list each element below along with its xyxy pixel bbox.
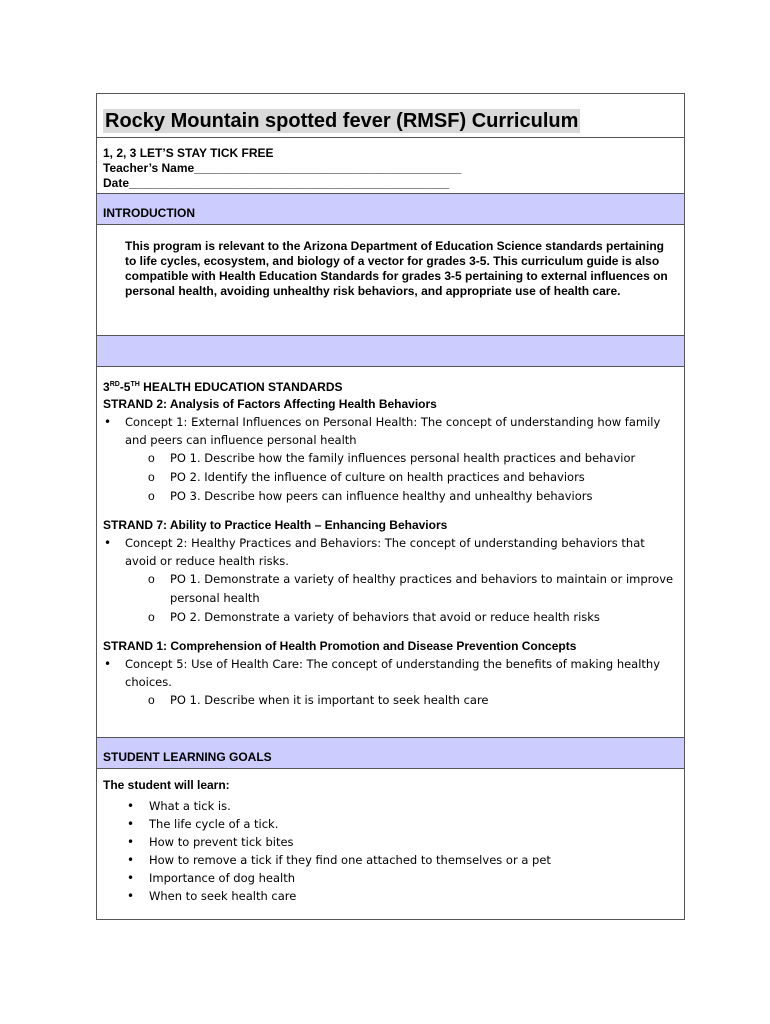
po-item — [103, 449, 678, 468]
goal-item: • Importance of dog health — [103, 869, 678, 887]
grade-start: 3 — [103, 380, 110, 394]
po-item — [103, 468, 678, 487]
standards-heading — [103, 379, 678, 395]
po-marker: o — [148, 572, 155, 586]
introduction-heading: INTRODUCTION — [103, 206, 195, 220]
title-row — [97, 94, 684, 138]
date-line: Date________________________________________________ — [103, 176, 450, 190]
po-text: PO 1. Describe how the family influences personal health practices and behavior — [170, 451, 636, 465]
po-marker: o — [148, 489, 155, 503]
strand-title: STRAND 7: Ability to Practice Health – Enhancing Behaviors — [103, 518, 448, 532]
po-marker: o — [148, 470, 155, 484]
introduction-body — [97, 225, 684, 336]
goal-item: • The life cycle of a tick. — [103, 815, 678, 833]
goal-item: • When to seek health care — [103, 887, 678, 905]
goal-item: • How to remove a tick if they find one attached to themselves or a pet — [103, 851, 678, 869]
goals-header — [97, 738, 684, 769]
goal-item: • What a tick is. — [103, 797, 678, 815]
grade-start-sup: RD — [109, 381, 120, 388]
po-text: PO 1. Describe when it is important to seek health care — [170, 693, 489, 707]
teacher-name-line: Teacher’s Name________________________________________ — [103, 161, 462, 175]
po-marker: o — [148, 451, 155, 465]
concept-item: • Concept 5: Use of Health Care: The concept of understanding the benefits of making healthy choices. — [103, 655, 678, 691]
grade-end-sup: TH — [130, 381, 140, 388]
po-text: PO 2. Demonstrate a variety of behaviors that avoid or reduce health risks — [170, 610, 600, 624]
document-title: Rocky Mountain spotted fever (RMSF) Curriculum — [105, 110, 579, 132]
curriculum-table — [96, 93, 685, 920]
po-marker: o — [148, 693, 155, 707]
goal-item: • How to prevent tick bites — [103, 833, 678, 851]
empty-band — [97, 336, 684, 367]
concept-item: • Concept 2: Healthy Practices and Behaviors: The concept of understanding behaviors that avoid or reduce health risks. — [103, 534, 678, 570]
po-item — [103, 487, 678, 506]
po-text: PO 3. Describe how peers can influence healthy and unhealthy behaviors — [170, 489, 593, 503]
standards-section — [97, 367, 684, 738]
goals-body — [97, 769, 684, 919]
po-marker: o — [148, 610, 155, 624]
goals-intro: The student will learn: — [103, 778, 230, 792]
concept-item: • Concept 1: External Influences on Personal Health: The concept of understanding how family and peers can influence personal health — [103, 413, 678, 449]
goals-heading: STUDENT LEARNING GOALS — [103, 750, 272, 764]
strand-title: STRAND 1: Comprehension of Health Promotion and Disease Prevention Concepts — [103, 639, 577, 653]
po-text: PO 1. Demonstrate a variety of healthy practices and behaviors to maintain or improve personal health — [170, 572, 674, 605]
program-name: 1, 2, 3 LET’S STAY TICK FREE — [103, 146, 274, 160]
po-item — [103, 691, 678, 710]
strand-title: STRAND 2: Analysis of Factors Affecting Health Behaviors — [103, 397, 437, 411]
introduction-header — [97, 194, 684, 225]
po-item — [103, 608, 678, 627]
po-text: PO 2. Identify the influence of culture on health practices and behaviors — [170, 470, 585, 484]
grade-end: -5 — [119, 380, 131, 394]
po-item — [103, 570, 678, 608]
introduction-text: This program is relevant to the Arizona Department of Education Science standards pertaining to life cycles, ecosystem, and biology of a vector for grades 3-5. This curriculum guide is also compatible with Health Education Standards for grades 3-5 pertaining to external influences on personal health, avoiding unhealthy risk behaviors, and appropriate use of health care. — [125, 239, 668, 298]
info-row — [97, 138, 684, 194]
standards-heading-text: HEALTH EDUCATION STANDARDS — [139, 380, 343, 394]
